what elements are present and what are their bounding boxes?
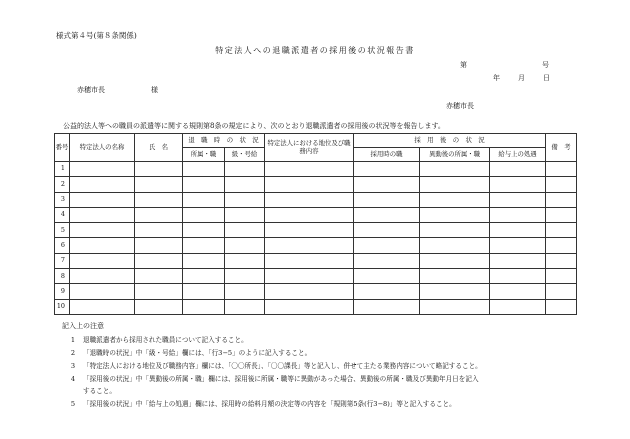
table-row bbox=[55, 269, 577, 284]
table-cell bbox=[225, 207, 265, 222]
table-cell bbox=[546, 162, 577, 177]
table-cell bbox=[420, 223, 490, 238]
table-cell bbox=[546, 299, 577, 314]
table-cell bbox=[546, 207, 577, 222]
table-cell bbox=[225, 269, 265, 284]
row-number: 3 bbox=[55, 192, 70, 207]
table-cell bbox=[490, 269, 546, 284]
table-cell bbox=[265, 223, 354, 238]
table-cell bbox=[354, 177, 420, 192]
table-cell bbox=[70, 162, 135, 177]
table-cell bbox=[135, 284, 183, 299]
table-cell bbox=[225, 253, 265, 268]
table-cell bbox=[420, 177, 490, 192]
table-cell bbox=[225, 192, 265, 207]
notes-heading: 記入上の注意 bbox=[62, 322, 104, 330]
table-cell bbox=[420, 284, 490, 299]
table-cell bbox=[354, 269, 420, 284]
table-cell bbox=[183, 192, 225, 207]
table-cell bbox=[70, 238, 135, 253]
table-cell bbox=[546, 253, 577, 268]
table-cell bbox=[490, 177, 546, 192]
table-cell bbox=[70, 299, 135, 314]
table-cell bbox=[546, 284, 577, 299]
table-row bbox=[55, 238, 577, 253]
table-cell bbox=[70, 177, 135, 192]
table-cell bbox=[135, 238, 183, 253]
table-cell bbox=[183, 269, 225, 284]
table-cell bbox=[546, 269, 577, 284]
table-cell bbox=[135, 162, 183, 177]
table-row bbox=[55, 192, 577, 207]
header-name: 氏 名 bbox=[135, 134, 183, 162]
row-number: 4 bbox=[55, 207, 70, 222]
note-item: 1 退職派遣者から採用された職員について記入すること。 bbox=[70, 336, 248, 344]
table-cell bbox=[135, 269, 183, 284]
table-cell bbox=[354, 223, 420, 238]
table-cell bbox=[70, 253, 135, 268]
table-cell bbox=[490, 207, 546, 222]
table-cell bbox=[420, 162, 490, 177]
date-year: 年 bbox=[493, 74, 500, 82]
table-cell bbox=[70, 223, 135, 238]
header-corp-name: 特定法人の名称 bbox=[70, 134, 135, 162]
table-cell bbox=[183, 162, 225, 177]
note-item: 3 「特定法人における地位及び職務内容」欄には、「〇〇所長」、「〇〇課長」等と記入し、併せて主たる業務内容について略記すること。 bbox=[70, 362, 482, 370]
table-cell bbox=[354, 207, 420, 222]
addressee: 赤穂市長 bbox=[77, 86, 105, 94]
table-cell bbox=[70, 269, 135, 284]
table-cell bbox=[225, 238, 265, 253]
table-row bbox=[55, 177, 577, 192]
table-cell bbox=[70, 207, 135, 222]
table-cell bbox=[490, 223, 546, 238]
row-number: 7 bbox=[55, 253, 70, 268]
note-item: 2 「退職時の状況」中「級・号給」欄には、「行3−5」のように記入すること。 bbox=[70, 349, 312, 357]
header-retire-grade: 級・号給 bbox=[225, 148, 265, 162]
note-item-continuation: すること。 bbox=[83, 387, 116, 395]
table-cell bbox=[225, 177, 265, 192]
table-row bbox=[55, 284, 577, 299]
table-cell bbox=[183, 253, 225, 268]
table-cell bbox=[183, 207, 225, 222]
table-cell bbox=[354, 162, 420, 177]
table-cell bbox=[354, 299, 420, 314]
table-cell bbox=[135, 299, 183, 314]
table-cell bbox=[265, 192, 354, 207]
header-retire-dept: 所属・職 bbox=[183, 148, 225, 162]
table-cell bbox=[135, 207, 183, 222]
row-number: 2 bbox=[55, 177, 70, 192]
report-table bbox=[54, 133, 577, 315]
row-number: 8 bbox=[55, 269, 70, 284]
document-title: 特定法人への退職派遣者の採用後の状況報告書 bbox=[215, 46, 415, 55]
row-number: 9 bbox=[55, 284, 70, 299]
table-cell bbox=[265, 238, 354, 253]
table-cell bbox=[490, 238, 546, 253]
table-cell bbox=[420, 192, 490, 207]
header-no: 番号 bbox=[55, 134, 70, 162]
table-cell bbox=[265, 207, 354, 222]
table-cell bbox=[265, 269, 354, 284]
table-cell bbox=[265, 253, 354, 268]
header-retire-status: 退 職 時 の 状 況 bbox=[183, 134, 265, 148]
table-cell bbox=[135, 192, 183, 207]
table-cell bbox=[135, 223, 183, 238]
header-position: 特定法人における地位及び職務内容 bbox=[265, 134, 354, 162]
table-cell bbox=[265, 177, 354, 192]
table-cell bbox=[225, 162, 265, 177]
ref-go: 号 bbox=[542, 61, 549, 69]
table-row bbox=[55, 162, 577, 177]
table-cell bbox=[546, 238, 577, 253]
note-item: 4 「採用後の状況」中「異動後の所属・職」欄には、採用後に所属・職等に異動があった場合、異動後の所属・職及び異動年月日を記入 bbox=[70, 375, 479, 383]
table-cell bbox=[183, 238, 225, 253]
date-month: 月 bbox=[518, 74, 525, 82]
addressee-suffix: 様 bbox=[151, 86, 158, 94]
ref-dai: 第 bbox=[460, 61, 467, 69]
row-number: 10 bbox=[55, 299, 70, 314]
table-row bbox=[55, 299, 577, 314]
table-cell bbox=[420, 207, 490, 222]
table-cell bbox=[490, 299, 546, 314]
table-cell bbox=[420, 269, 490, 284]
table-cell bbox=[265, 299, 354, 314]
header-remarks: 備 考 bbox=[546, 134, 577, 162]
table-cell bbox=[546, 223, 577, 238]
table-cell bbox=[354, 284, 420, 299]
row-number: 1 bbox=[55, 162, 70, 177]
table-cell bbox=[70, 192, 135, 207]
table-cell bbox=[354, 192, 420, 207]
table-cell bbox=[354, 238, 420, 253]
table-cell bbox=[70, 284, 135, 299]
table-cell bbox=[420, 238, 490, 253]
table-row bbox=[55, 223, 577, 238]
table-cell bbox=[354, 253, 420, 268]
table-cell bbox=[490, 162, 546, 177]
table-cell bbox=[546, 192, 577, 207]
table-cell bbox=[183, 284, 225, 299]
header-after-hire: 採用時の職 bbox=[354, 148, 420, 162]
table-cell bbox=[265, 162, 354, 177]
table-cell bbox=[490, 253, 546, 268]
row-number: 6 bbox=[55, 238, 70, 253]
table-cell bbox=[135, 177, 183, 192]
row-number: 5 bbox=[55, 223, 70, 238]
header-after-pay: 給与上の処遇 bbox=[490, 148, 546, 162]
table-cell bbox=[225, 299, 265, 314]
form-number: 様式第４号(第８条関係) bbox=[56, 31, 137, 40]
date-day: 日 bbox=[543, 74, 550, 82]
note-item: 5 「採用後の状況」中「給与上の処遇」欄には、採用時の給料月額の決定等の内容を「規則第5条(行3−8)」等と記入すること。 bbox=[70, 400, 456, 408]
table-cell bbox=[183, 299, 225, 314]
sender: 赤穂市長 bbox=[446, 102, 474, 110]
table-cell bbox=[490, 192, 546, 207]
table-cell bbox=[420, 253, 490, 268]
header-after-change: 異動後の所属・職 bbox=[420, 148, 490, 162]
table-row bbox=[55, 207, 577, 222]
table-cell bbox=[420, 299, 490, 314]
table-cell bbox=[183, 223, 225, 238]
table-cell bbox=[490, 284, 546, 299]
header-after-status: 採 用 後 の 状 況 bbox=[354, 134, 546, 148]
intro-text: 公益的法人等への職員の派遣等に関する規則第8条の規定により、次のとおり退職派遣者の採用後の状況等を報告します。 bbox=[63, 122, 445, 130]
table-cell bbox=[546, 177, 577, 192]
table-cell bbox=[183, 177, 225, 192]
table-row bbox=[55, 253, 577, 268]
table-cell bbox=[225, 223, 265, 238]
table-cell bbox=[225, 284, 265, 299]
table-cell bbox=[135, 253, 183, 268]
table-cell bbox=[265, 284, 354, 299]
